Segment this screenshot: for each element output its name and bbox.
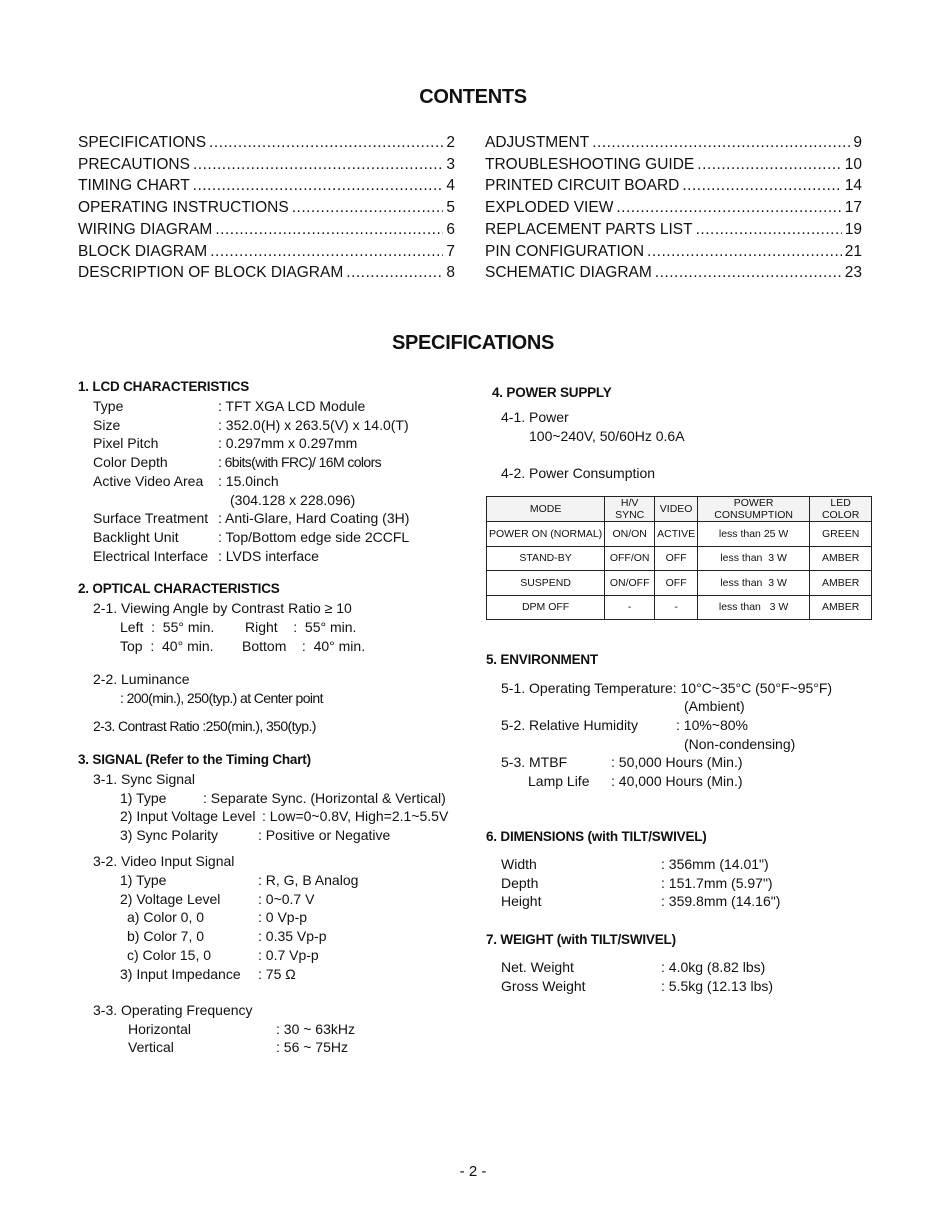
table-cell: -	[655, 595, 698, 620]
spec-value: : 0 Vp-p	[258, 909, 308, 926]
spec-value: : 0~0.7 V	[258, 890, 315, 907]
dot-leader	[655, 262, 842, 283]
dot-leader	[193, 175, 444, 196]
spec-value: : 0.7 Vp-p	[258, 946, 319, 963]
spec-value: : LVDS interface	[218, 547, 319, 564]
spec-label: Electrical Interface	[93, 547, 209, 564]
table-cell: less than 3 W	[698, 571, 810, 596]
spec-value: : 359.8mm (14.16")	[661, 893, 781, 910]
power-consumption-table	[486, 496, 872, 620]
spec-label: Surface Treatment	[93, 510, 209, 527]
table-cell: less than 25 W	[698, 522, 810, 547]
optical-heading: 2. OPTICAL CHARACTERISTICS	[78, 581, 280, 596]
column-header: LED COLOR	[810, 497, 872, 522]
specifications-title: SPECIFICATIONS	[391, 332, 555, 354]
contents-entry-page: 4	[446, 177, 455, 195]
spec-label: 2) Voltage Level	[120, 890, 221, 907]
contents-entry[interactable]	[78, 219, 455, 240]
dot-leader	[193, 154, 443, 175]
video-input-label: 3-2. Video Input Signal	[93, 853, 235, 869]
spec-value: : 356mm (14.01")	[661, 856, 769, 872]
spec-label: Depth	[501, 874, 539, 891]
contents-entry-label: BLOCK DIAGRAM	[78, 242, 208, 260]
table-cell: ACTIVE	[655, 522, 698, 547]
contents-entry[interactable]	[485, 241, 862, 262]
contents-entry-page: 10	[844, 155, 862, 173]
spec-label: Gross Weight	[501, 977, 586, 994]
table-cell: SUSPEND	[487, 571, 605, 596]
input-voltage-value: : Low=0~0.8V, High=2.1~5.5V	[262, 808, 449, 824]
input-voltage-label: 2) Input Voltage Level	[120, 808, 256, 824]
contents-entry-page: 21	[844, 242, 862, 260]
contents-entry-label: TIMING CHART	[78, 177, 190, 195]
table-cell: ON/ON	[605, 522, 655, 547]
spec-value: : 352.0(H) x 263.5(V) x 14.0(T)	[218, 416, 409, 433]
viewing-left: Left : 55° min.	[120, 619, 215, 635]
spec-value: : TFT XGA LCD Module	[218, 398, 366, 414]
dot-leader	[209, 132, 443, 153]
contents-entry-label: SCHEMATIC DIAGRAM	[485, 264, 652, 282]
contents-entry-label: PRECAUTIONS	[78, 155, 190, 173]
spec-value: : 0.35 Vp-p	[258, 928, 327, 945]
sync-type-label: 1) Type	[120, 790, 167, 806]
spec-value: : Anti-Glare, Hard Coating (3H)	[218, 510, 410, 527]
spec-value: : 4.0kg (8.82 lbs)	[661, 959, 766, 975]
spec-label: Size	[93, 416, 121, 433]
humidity-note: (Non-condensing)	[684, 736, 796, 752]
contents-entry[interactable]	[485, 132, 862, 153]
contents-entry-page: 23	[844, 264, 862, 282]
column-header: MODE	[487, 497, 605, 522]
sync-polarity-label: 3) Sync Polarity	[120, 827, 219, 843]
table-cell: POWER ON (NORMAL)	[487, 522, 605, 547]
table-cell: OFF/ON	[605, 546, 655, 571]
table-cell: DPM OFF	[487, 595, 605, 620]
spec-value: : 75 Ω	[258, 965, 296, 982]
contents-entry-label: PRINTED CIRCUIT BOARD	[485, 177, 680, 195]
table-header-row	[487, 497, 872, 522]
contents-entry-page: 7	[446, 242, 455, 260]
contents-entry[interactable]	[78, 132, 455, 153]
viewing-angle: 2-1. Viewing Angle by Contrast Ratio ≥ 10	[93, 600, 352, 616]
table-cell: AMBER	[810, 546, 872, 571]
spec-label: c) Color 15, 0	[127, 946, 212, 963]
humidity-label: 5-2. Relative Humidity	[501, 717, 638, 733]
lcd-heading: 1. LCD CHARACTERISTICS	[78, 379, 250, 394]
contents-entry-label: WIRING DIAGRAM	[78, 220, 213, 238]
table-row	[487, 546, 872, 571]
dot-leader	[697, 154, 841, 175]
sync-polarity-value: : Positive or Negative	[258, 827, 391, 843]
page-number: - 2 -	[459, 1163, 487, 1180]
humidity-value: : 10%~80%	[676, 717, 748, 733]
contents-entry-label: ADJUSTMENT	[485, 134, 590, 151]
spec-value: : 0.297mm x 0.297mm	[218, 435, 358, 452]
dimensions-heading: 6. DIMENSIONS (with TILT/SWIVEL)	[486, 829, 707, 844]
spec-value: : 5.5kg (12.13 lbs)	[661, 977, 774, 994]
signal-heading: 3. SIGNAL (Refer to the Timing Chart)	[78, 752, 311, 767]
contents-entry-label: DESCRIPTION OF BLOCK DIAGRAM	[78, 264, 344, 282]
contents-entry-page: 17	[844, 199, 862, 217]
freq-vertical-label: Vertical	[128, 1039, 174, 1055]
dot-leader	[215, 219, 443, 240]
dot-leader	[696, 219, 842, 240]
mtbf-label: 5-3. MTBF	[501, 754, 568, 770]
table-cell: STAND-BY	[487, 546, 605, 571]
temperature-note: (Ambient)	[684, 698, 745, 714]
spec-label: Backlight Unit	[93, 528, 179, 545]
contents-entry[interactable]	[485, 175, 862, 196]
table-cell: OFF	[655, 571, 698, 596]
table-row	[487, 595, 872, 620]
contents-entry-label: TROUBLESHOOTING GUIDE	[485, 155, 695, 173]
dot-leader	[616, 197, 841, 218]
spec-value: : 151.7mm (5.97")	[661, 874, 773, 891]
contents-entry-label: PIN CONFIGURATION	[485, 242, 645, 260]
contents-entry[interactable]	[485, 154, 862, 175]
spec-label: 1) Type	[120, 872, 167, 888]
spec-label: Height	[501, 893, 542, 910]
spec-value: : Top/Bottom edge side 2CCFL	[218, 528, 410, 545]
spec-value: (304.128 x 228.096)	[230, 491, 356, 508]
column-header: VIDEO	[655, 497, 698, 522]
power-value: 100~240V, 50/60Hz 0.6A	[529, 428, 685, 444]
table-cell: GREEN	[810, 522, 872, 547]
dot-leader	[346, 262, 443, 283]
contents-entry[interactable]	[485, 197, 862, 218]
freq-vertical-value: : 56 ~ 75Hz	[276, 1039, 348, 1055]
sync-type-value: : Separate Sync. (Horizontal & Vertical)	[203, 790, 446, 806]
sync-signal-label: 3-1. Sync Signal	[93, 771, 195, 787]
freq-horizontal-value: : 30 ~ 63kHz	[276, 1021, 355, 1037]
dot-leader	[210, 241, 443, 262]
contents-entry-page: 19	[844, 220, 862, 238]
contents-entry-label: SPECIFICATIONS	[78, 134, 207, 151]
table-cell: AMBER	[810, 595, 872, 620]
contents-entry-label: OPERATING INSTRUCTIONS	[78, 199, 289, 217]
dot-leader	[647, 241, 842, 262]
contents-entry-page: 6	[446, 220, 455, 238]
spec-value: : 15.0inch	[218, 472, 279, 489]
lamp-life-value: : 40,000 Hours (Min.)	[611, 773, 743, 789]
contents-entry-page: 8	[446, 264, 455, 282]
freq-horizontal-label: Horizontal	[128, 1021, 192, 1037]
table-row	[487, 571, 872, 596]
dot-leader	[292, 197, 444, 218]
lamp-life-label: Lamp Life	[528, 773, 590, 789]
contents-entry[interactable]	[485, 219, 862, 240]
spec-label: 3) Input Impedance	[120, 965, 241, 982]
contents-entry[interactable]	[78, 197, 455, 218]
operating-temperature: 5-1. Operating Temperature: 10°C~35°C (50°F~95°F)	[501, 680, 833, 696]
spec-label: Active Video Area	[93, 472, 204, 489]
spec-value: : R, G, B Analog	[258, 872, 359, 888]
column-header: H/V SYNC	[605, 497, 655, 522]
spec-label: Type	[93, 398, 124, 414]
dot-leader	[592, 132, 850, 153]
spec-label: Color Depth	[93, 454, 168, 471]
table-cell: less than 3 W	[698, 595, 810, 620]
luminance-label: 2-2. Luminance	[93, 671, 190, 687]
table-row	[487, 522, 872, 547]
viewing-bottom: Bottom : 40° min.	[242, 638, 366, 654]
contents-entry-page: 5	[446, 199, 455, 217]
weight-heading: 7. WEIGHT (with TILT/SWIVEL)	[486, 932, 676, 947]
dot-leader	[682, 175, 841, 196]
table-cell: less than 3 W	[698, 546, 810, 571]
table-cell: AMBER	[810, 571, 872, 596]
environment-heading: 5. ENVIRONMENT	[486, 652, 598, 667]
spec-label: b) Color 7, 0	[127, 928, 205, 945]
contents-entry[interactable]	[78, 175, 455, 196]
spec-label: Net. Weight	[501, 959, 574, 975]
power-label: 4-1. Power	[501, 409, 569, 425]
contents-entry[interactable]	[78, 241, 455, 262]
spec-label: Pixel Pitch	[93, 435, 159, 452]
contents-title: CONTENTS	[419, 86, 527, 108]
column-header: POWER CONSUMPTION	[698, 497, 810, 522]
spec-value: : 6bits(with FRC)/ 16M colors	[218, 454, 382, 471]
power-consumption-label: 4-2. Power Consumption	[501, 465, 656, 481]
contents-entry-page: 9	[853, 134, 862, 151]
viewing-top: Top : 40° min.	[120, 638, 214, 654]
table-cell: ON/OFF	[605, 571, 655, 596]
contents-entry[interactable]	[78, 262, 455, 283]
contents-entry-label: EXPLODED VIEW	[485, 199, 614, 217]
contents-entry-page: 2	[446, 134, 455, 151]
spec-label: Width	[501, 856, 537, 872]
spec-label: a) Color 0, 0	[127, 909, 205, 926]
contents-entry[interactable]	[485, 262, 862, 283]
contents-entry-page: 14	[844, 177, 862, 195]
power-heading: 4. POWER SUPPLY	[492, 385, 612, 400]
operating-frequency-label: 3-3. Operating Frequency	[93, 1002, 253, 1018]
contents-entry-label: REPLACEMENT PARTS LIST	[485, 220, 693, 238]
table-cell: -	[605, 595, 655, 620]
contents-entry-page: 3	[446, 155, 455, 173]
mtbf-value: : 50,000 Hours (Min.)	[611, 754, 743, 770]
luminance-value: : 200(min.), 250(typ.) at Center point	[120, 690, 323, 706]
contrast-ratio: 2-3. Contrast Ratio :250(min.), 350(typ.)	[93, 718, 316, 734]
table-cell: OFF	[655, 546, 698, 571]
contents-entry[interactable]	[78, 154, 455, 175]
viewing-right: Right : 55° min.	[245, 619, 357, 635]
